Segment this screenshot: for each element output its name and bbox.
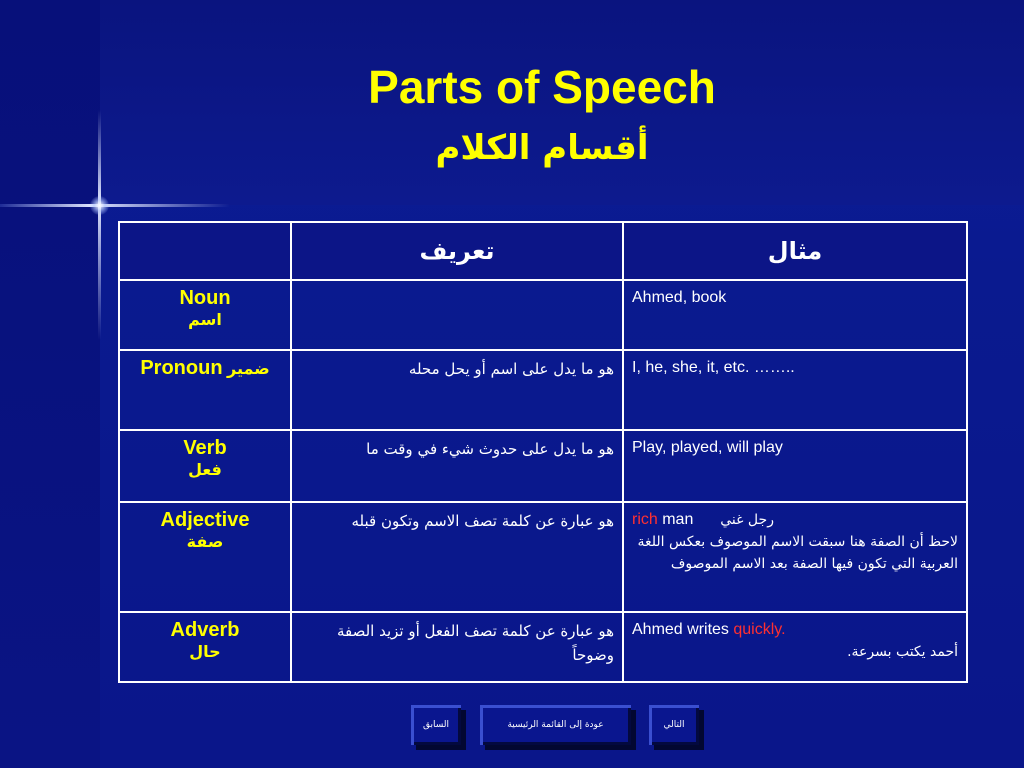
example-cell [623,430,967,502]
term-arabic: اسم [188,310,222,329]
header-cell-definition: تعريف [291,222,623,280]
left-decor-band [0,0,100,768]
header-cell-example: مثال [623,222,967,280]
table-row [119,280,967,350]
main-menu-button[interactable]: عودة إلى القائمة الرئيسية [480,705,631,745]
example-cell [623,502,967,612]
sparkle-star-icon [90,196,109,215]
example-cell [623,280,967,350]
example-text: Ahmed, book [632,289,727,306]
term-cell [119,430,291,502]
header-cell-term [119,222,291,280]
table-header-row [119,222,967,280]
term-cell [119,502,291,612]
definition-cell [291,280,623,350]
term-arabic: حال [189,642,221,661]
table-row [119,430,967,502]
sparkle-line-horizontal [0,204,230,207]
term-arabic: ضمير [227,359,270,378]
example-highlight-word: quickly. [733,621,786,638]
next-button[interactable]: التالي [649,705,699,745]
example-text: man [657,511,694,528]
term-cell [119,350,291,430]
term-english: Adverb [170,619,240,641]
slide-title: Parts of Speech [368,61,716,113]
term-cell [119,280,291,350]
example-arabic-inline: رجل غني [720,512,774,528]
example-text: Ahmed writes [632,621,734,638]
term-english: Noun [179,287,231,309]
previous-button[interactable]: السابق [411,705,461,745]
example-highlight-word: rich [632,511,658,528]
table-row [119,502,967,612]
example-cell [623,350,967,430]
table-row [119,350,967,430]
definition-cell: هو ما يدل على اسم أو يحل محله [291,350,623,430]
example-line [632,619,958,641]
definition-cell: هو عبارة عن كلمة تصف الفعل أو تزيد الصفة وضوحاً [291,612,623,682]
example-arabic: أحمد يكتب بسرعة. [847,644,958,660]
example-note: لاحظ أن الصفة هنا سبقت الاسم الموصوف بعكس اللغة العربية التي تكون فيها الصفة بعد الاسم الموصوف [637,534,958,572]
term-cell [119,612,291,682]
term-english: Verb [183,437,227,459]
slide-title-arabic: أقسام الكلام [435,128,649,168]
definition-cell: هو عبارة عن كلمة تصف الاسم وتكون قبله [291,502,623,612]
example-cell [623,612,967,682]
term-arabic: صفة [186,532,224,551]
term-english: Pronoun [140,357,223,379]
term-arabic: فعل [188,460,222,479]
definition-cell: هو ما يدل على حدوث شيء في وقت ما [291,430,623,502]
table-row [119,612,967,682]
example-text: I, he, she, it, etc. …….. [632,359,795,376]
example-line [632,509,958,531]
example-text: Play, played, will play [632,439,783,456]
parts-of-speech-table [118,221,968,683]
term-english: Adjective [160,509,250,531]
